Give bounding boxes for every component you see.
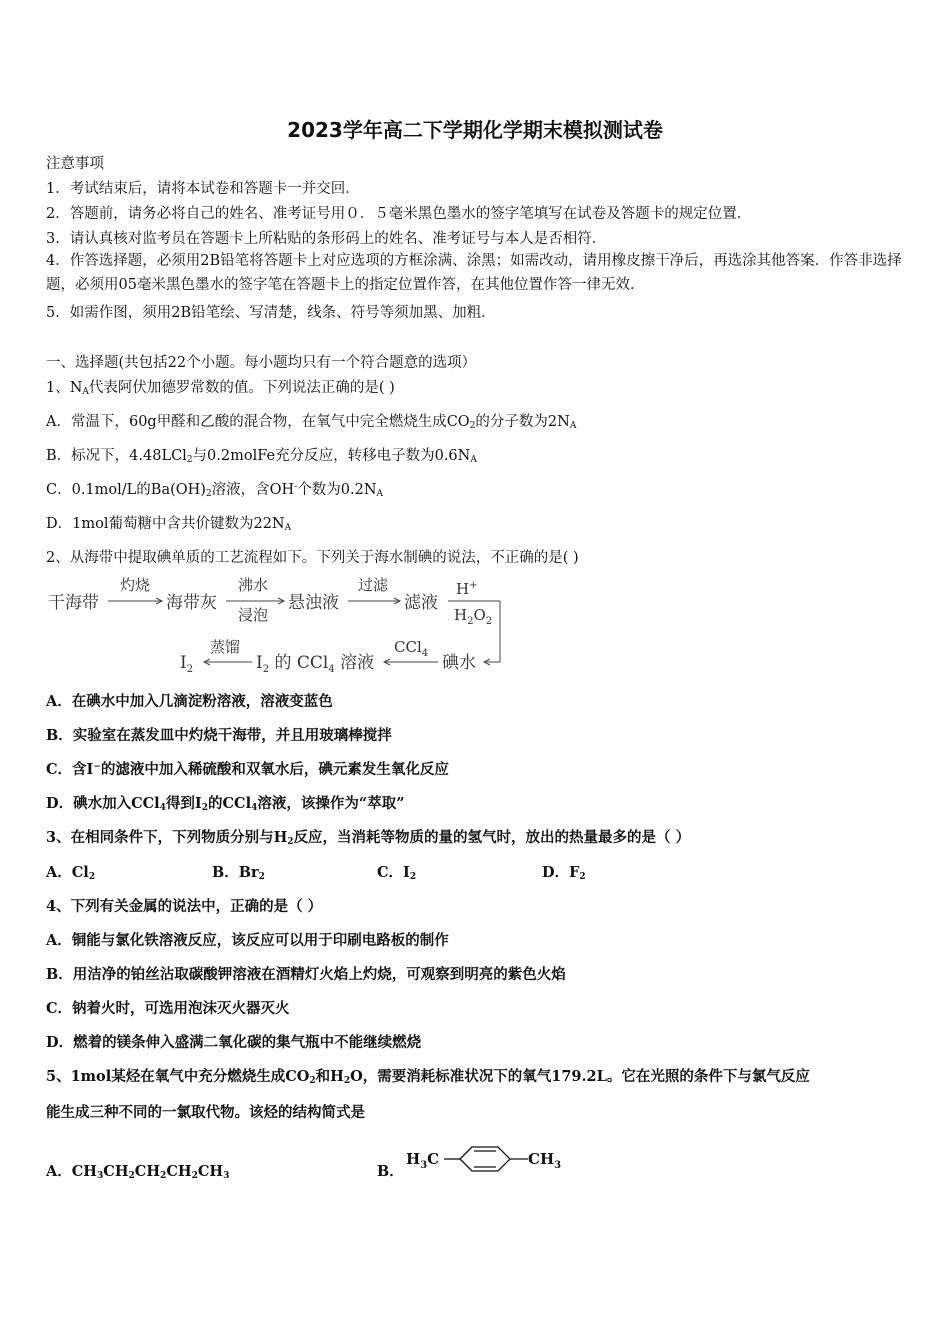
question-4-stem: 4、下列有关金属的说法中，正确的是（ ） [46, 898, 323, 915]
flow-label-burn: 灼烧 [120, 576, 151, 594]
q1-option-b: B．标况下，4.48LCl$_2$与0.2molFe充分反应，转移电子数为$0.6N_A$ [46, 448, 477, 465]
flow-label-distill: 蒸馏 [210, 638, 241, 656]
notice-item: 5．如需作图，须用2B铅笔绘、写清楚，线条、符号等须加黑、加粗． [46, 305, 496, 321]
question-5-stem-line1: 5、1mol某烃在氧气中充分燃烧生成$CO_2$和$H_2O$，需要消耗标准状况下的氧气179.2L。它在光照的条件下与氯气反应 [46, 1068, 810, 1086]
q2-option-d: D．碘水加入CCl$_4$得到$I_2$的CCl$_4$溶液，该操作为“萃取” [46, 795, 405, 813]
flow-node-kelp-ash: 海带灰 [166, 593, 217, 613]
q2-option-b: B．实验室在蒸发皿中灼烧干海带，并且用玻璃棒搅拌 [46, 727, 392, 744]
q1-option-c: C．0.1mol/L的$Ba(OH)_2$溶液，含OH-个数为$0.2N_A$ [46, 482, 384, 499]
question-2-stem: 2、从海带中提取碘单质的工艺流程如下。下列关于海水制碘的说法，不正确的是( ) [46, 550, 579, 566]
q4-option-b: B．用洁净的铂丝沾取碳酸钾溶液在酒精灯火焰上灼烧，可观察到明亮的紫色火焰 [46, 966, 566, 983]
q3-option-c: C．$I_2$ [377, 864, 417, 882]
flow-node-filtrate: 滤液 [404, 593, 438, 613]
flow-label-filter: 过滤 [358, 576, 389, 594]
q4-option-d: D．燃着的镁条伸入盛满二氧化碳的集气瓶中不能继续燃烧 [46, 1034, 422, 1051]
flow-node-dry-kelp: 干海带 [48, 593, 99, 613]
q1-option-a: A．常温下，60g甲醛和乙酸的混合物，在氧气中完全燃烧生成$CO_2$的分子数为$2N_A$ [46, 414, 577, 431]
flow-node-suspension: 悬浊液 [288, 593, 339, 613]
flow-label-soak: 浸泡 [238, 606, 269, 624]
question-1-stem: 1、$N_A$代表阿伏加德罗常数的值。下列说法正确的是( ) [46, 380, 395, 397]
question-5-stem-line2: 能生成三种不同的一氯取代物。该烃的结构简式是 [46, 1104, 365, 1121]
flow-label-ccl4: CCl$_4$ [394, 638, 429, 659]
benzene-ring [444, 1147, 528, 1171]
methyl-right: $CH_3$ [528, 1150, 562, 1171]
q3-option-b: B．$Br_2$ [212, 864, 265, 882]
notice-heading: 注意事项 [46, 156, 104, 172]
flow-node-iodine: $I_2$ [180, 653, 194, 675]
q2-option-c: C．含I−的滤液中加入稀硫酸和双氧水后，碘元素发生氧化反应 [46, 761, 449, 778]
q3-option-d: D．$F_2$ [542, 864, 586, 882]
flow-node-iodine-ccl4: $I_2$ 的 CCl$_4$ 溶液 [256, 653, 375, 675]
page-title: 2023学年高二下学期化学期末模拟测试卷 [287, 118, 663, 142]
q2-option-a: A．在碘水中加入几滴淀粉溶液，溶液变蓝色 [46, 693, 333, 710]
q4-option-a: A．铜能与氯化铁溶液反应，该反应可以用于印刷电路板的制作 [46, 932, 449, 949]
q3-option-a: A．$Cl_2$ [46, 864, 96, 882]
question-3-stem: 3、在相同条件下，下列物质分别与$H_2$反应，当消耗等物质的量的氢气时，放出的热量最多的是（ ） [46, 829, 691, 847]
q5-option-b-label: B． [377, 1163, 404, 1180]
p-xylene-structure [404, 1142, 570, 1178]
section-heading: 一、选择题(共包括22个小题。每小题均只有一个符合题意的选项） [46, 355, 477, 371]
notice-item: 1．考试结束后，请将本试卷和答题卡一并交回． [46, 181, 360, 197]
notice-item: 2．答题前，请务必将自己的姓名、准考证号用０．５毫米黑色墨水的签字笔填写在试卷及答题卡的规定位置． [46, 206, 752, 222]
q5-option-a: A．$CH_3CH_2CH_2CH_2CH_3$ [46, 1163, 230, 1181]
notice-item: 4．作答选择题，必须用2B铅笔将答题卡上对应选项的方框涂满、涂黑；如需改动，请用橡皮擦干净后，再选涂其他答案．作答非选择题，必须用05毫米黑色墨水的签字笔在答题卡上的指定位置作答，在其他位置作答一律无效． [46, 253, 902, 293]
flow-node-iodine-water: 碘水 [442, 653, 476, 673]
flow-label-h-plus: H+ [456, 580, 478, 598]
methyl-left: $H_3C$ [406, 1150, 440, 1171]
notice-item: 3．请认真核对监考员在答题卡上所粘贴的条形码上的姓名、准考证号与本人是否相符． [46, 231, 607, 247]
iodine-extraction-flowchart [44, 574, 514, 676]
q1-option-d: D．1mol葡萄糖中含共价键数为$22N_A$ [46, 516, 292, 533]
q4-option-c: C．钠着火时，可选用泡沫灭火器灭火 [46, 1000, 290, 1017]
flow-label-h2o2: $H_2O_2$ [454, 606, 493, 627]
flow-label-boiling-water: 沸水 [238, 576, 269, 594]
